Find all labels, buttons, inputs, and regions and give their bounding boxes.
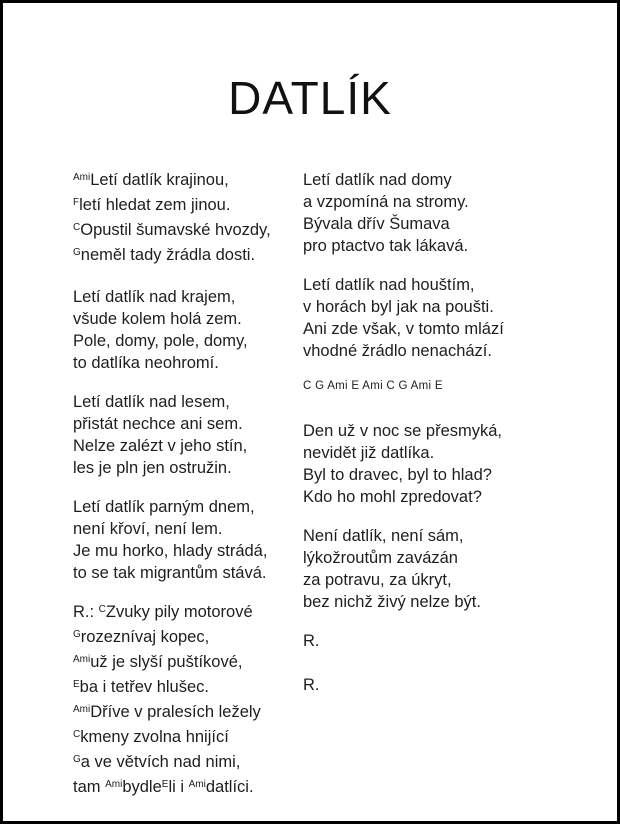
lyric-text: Kdo ho mohl zpredovat? — [303, 488, 482, 507]
lyric-line — [73, 169, 303, 194]
chord-label: G — [73, 628, 81, 640]
chord-label: C — [98, 603, 106, 615]
lyric-line — [303, 296, 589, 318]
lyric-text: všude kolem holá zem. — [73, 310, 242, 329]
chord-label: G — [73, 246, 81, 258]
lyric-text: není křoví, není lem. — [73, 520, 223, 539]
chord-label: Ami — [188, 778, 206, 790]
lyric-line — [73, 352, 303, 374]
lyric-text: to datlíka neohromí. — [73, 354, 219, 373]
chord-sequence: C G Ami E Ami C G Ami E — [303, 380, 443, 393]
lyric-text: kmeny zvolna hnijící — [80, 728, 229, 747]
lyric-line — [73, 413, 303, 435]
lyric-line — [73, 626, 303, 651]
lyric-text: v horách byl jak na poušti. — [303, 298, 494, 317]
lyric-line — [303, 318, 589, 340]
lyric-text: pro ptactvo tak lákavá. — [303, 237, 469, 256]
lyric-text: li i — [168, 778, 189, 797]
chord-label: F — [73, 196, 80, 208]
lyric-line — [303, 442, 589, 464]
lyric-text: datlíci. — [205, 778, 254, 797]
lyric-line — [73, 194, 303, 219]
lyric-line — [303, 191, 589, 213]
lyric-line — [73, 286, 303, 308]
lyric-text: Den už v noc se přesmyká, — [303, 422, 502, 441]
lyric-text: Letí datlík nad lesem, — [73, 393, 230, 412]
chord-label: C — [73, 221, 81, 233]
stanza — [303, 169, 589, 257]
lyric-text: bydle — [122, 778, 162, 797]
lyric-text: a vzpomíná na stromy. — [303, 193, 469, 212]
lyric-text: Dříve v pralesích ležely — [90, 703, 261, 722]
lyric-line — [73, 562, 303, 584]
lyric-text: ba i tetřev hlušec. — [79, 678, 209, 697]
lyric-text: Letí datlík nad krajem, — [73, 288, 236, 307]
lyric-line — [303, 274, 589, 296]
lyric-line — [303, 420, 589, 442]
stanza — [303, 525, 589, 613]
lyric-line — [303, 235, 589, 257]
lyric-text: Opustil šumavské hvozdy, — [80, 221, 271, 240]
lyric-line — [73, 518, 303, 540]
lyric-line — [73, 457, 303, 479]
chord-label: C — [73, 728, 81, 740]
lyric-line — [73, 496, 303, 518]
lyric-line — [73, 308, 303, 330]
lyric-text: Byl to dravec, byl to hlad? — [303, 466, 492, 485]
lyric-text: a ve větvích nad nimi, — [80, 753, 241, 772]
refrain-mark: R. — [303, 676, 320, 695]
song-title: DATLÍK — [228, 72, 392, 124]
lyric-line — [73, 751, 303, 776]
refrain-mark: R. — [303, 632, 320, 651]
lyric-text: Letí datlík nad domy — [303, 171, 452, 190]
lyric-line — [303, 547, 589, 569]
stanza — [303, 420, 589, 508]
lyric-line — [303, 486, 589, 508]
lyric-text: Letí datlík parným dnem, — [73, 498, 255, 517]
lyric-text: Je mu horko, hlady strádá, — [73, 542, 268, 561]
lyric-text: Pole, domy, pole, domy, — [73, 332, 248, 351]
stanza — [73, 391, 303, 479]
lyric-line — [303, 591, 589, 613]
chord-label: E — [73, 678, 80, 690]
stanza — [73, 286, 303, 374]
lyric-text: R.: — [73, 603, 99, 622]
chord-label: E — [161, 778, 169, 790]
lyric-line — [303, 213, 589, 235]
lyric-text: tam — [73, 778, 106, 797]
lyric-line — [303, 169, 589, 191]
lyric-text: letí hledat zem jinou. — [79, 196, 231, 215]
stanza — [73, 601, 303, 801]
lyric-line — [73, 601, 303, 626]
lyric-line — [303, 525, 589, 547]
chord-label: Ami — [105, 778, 123, 790]
lyric-line — [73, 651, 303, 676]
lyric-text: bez nichž živý nelze být. — [303, 593, 481, 612]
stanza — [303, 274, 589, 362]
lyric-text: Zvuky pily motorové — [105, 603, 253, 622]
chord-label: Ami — [73, 703, 91, 715]
lyrics-column-right — [303, 169, 589, 818]
lyric-line — [73, 219, 303, 244]
lyrics-columns — [3, 169, 617, 818]
lyric-line — [73, 726, 303, 751]
lyric-text: rozeznívaj kopec, — [80, 628, 210, 647]
lyric-line — [303, 569, 589, 591]
lyric-text: Letí datlík krajinou, — [90, 171, 229, 190]
lyrics-column-left — [73, 169, 303, 818]
stanza — [73, 496, 303, 584]
chord-label: Ami — [73, 171, 91, 183]
lyric-line — [73, 244, 303, 269]
lyric-text: neměl tady žrádla dosti. — [80, 246, 256, 265]
lyric-text: to se tak migrantům stává. — [73, 564, 267, 583]
stanza — [73, 169, 303, 269]
lyric-text: Bývala dřív Šumava — [303, 215, 450, 234]
lyric-line — [73, 701, 303, 726]
lyric-text: lýkožroutům zavázán — [303, 549, 458, 568]
lyric-text: nevidět již datlíka. — [303, 444, 435, 463]
lyric-line — [303, 340, 589, 362]
lyric-line — [73, 435, 303, 457]
lyric-line — [73, 676, 303, 701]
lyric-text: za potravu, za úkryt, — [303, 571, 452, 590]
lyric-text: Letí datlík nad houštím, — [303, 276, 475, 295]
chord-label: Ami — [73, 653, 91, 665]
lyric-text: Nelze zalézt v jeho stín, — [73, 437, 248, 456]
lyric-line — [73, 330, 303, 352]
lyric-text: Není datlík, není sám, — [303, 527, 464, 546]
lyric-line — [73, 776, 303, 801]
chord-label: G — [73, 753, 81, 765]
lyric-line — [73, 540, 303, 562]
lyric-text: přistát nechce ani sem. — [73, 415, 243, 434]
lyric-text: už je slyší puštíkové, — [90, 653, 243, 672]
lyric-text: vhodné žrádlo nenachází. — [303, 342, 492, 361]
lyric-line — [73, 391, 303, 413]
lyric-text: Ani zde však, v tomto mlází — [303, 320, 504, 339]
lyric-line — [303, 464, 589, 486]
lyric-text: les je pln jen ostružin. — [73, 459, 232, 478]
